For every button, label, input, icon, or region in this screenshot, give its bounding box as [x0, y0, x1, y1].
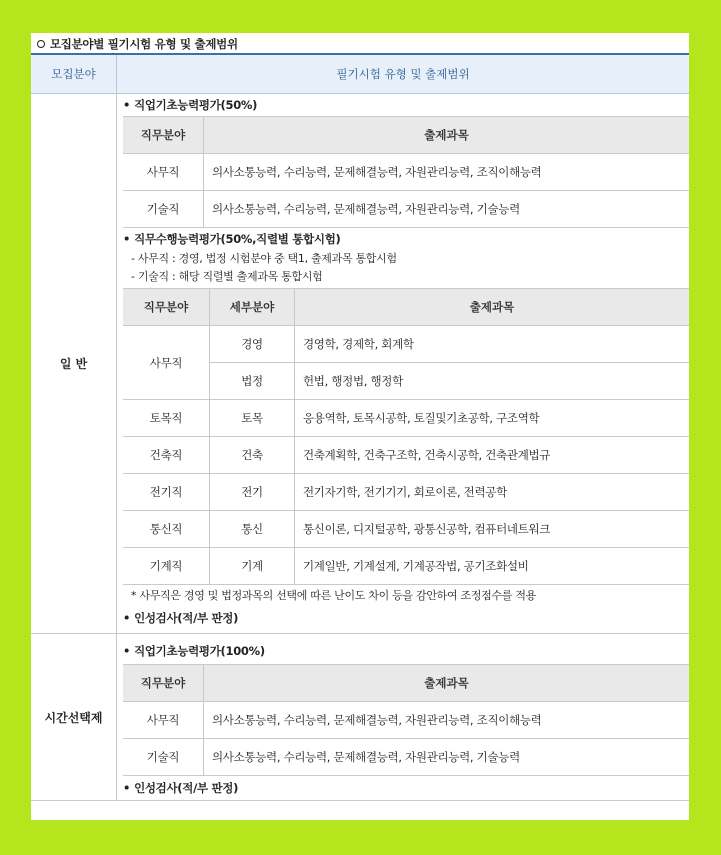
parttime-personality: • 인성검사(적/부 판정)	[123, 776, 689, 800]
table-row: 건축직 건축 건축계획학, 건축구조학, 건축시공학, 건축관계법규	[123, 437, 689, 474]
table-row: 사무직 경영 경영학, 경제학, 회계학	[123, 326, 689, 363]
col-subjects: 출제과목	[204, 117, 690, 154]
general-job-table	[123, 288, 689, 585]
col-detail: 세부분야	[210, 289, 295, 326]
table-row: 법정 헌법, 행정법, 행정학	[123, 363, 689, 400]
section-heading: 모집분야별 필기시험 유형 및 출제범위	[37, 35, 238, 53]
parttime-basic-table	[123, 664, 689, 776]
table-row: 전기직 전기 전기자기학, 전기기기, 회로이론, 전력공학	[123, 474, 689, 511]
general-job-title: • 직무수행능력평가(50%,직렬별 통합시험)	[123, 228, 689, 250]
job-note: - 사무직 : 경영, 법정 시험분야 중 택1, 출제과목 통합시험	[131, 252, 397, 265]
table-row: 사무직 의사소통능력, 수리능력, 문제해결능력, 자원관리능력, 조직이해능력	[123, 154, 689, 191]
job-note: - 기술직 : 해당 직렬별 출제과목 통합시험	[131, 270, 323, 283]
table-row: 사무직 의사소통능력, 수리능력, 문제해결능력, 자원관리능력, 조직이해능력	[123, 702, 689, 739]
general-personality: • 인성검사(적/부 판정)	[123, 607, 689, 633]
general-basic-title: • 직업기초능력평가(50%)	[123, 94, 689, 116]
general-row	[31, 94, 689, 634]
col-field: 직무분야	[123, 289, 210, 326]
footnote: * 사무직은 경영 및 법정과목의 선택에 따른 난이도 차이 등을 감안하여 조정점수를 적용	[131, 589, 536, 602]
table-row: 기술직 의사소통능력, 수리능력, 문제해결능력, 자원관리능력, 기술능력	[123, 191, 689, 228]
col-field: 직무분야	[123, 117, 204, 154]
header-recruit-field: 모집분야	[31, 54, 117, 94]
col-field: 직무분야	[123, 665, 204, 702]
table-row: 토목직 토목 응용역학, 토목시공학, 토질및기초공학, 구조역학	[123, 400, 689, 437]
parttime-row	[31, 634, 689, 801]
exam-scope-table	[31, 53, 689, 801]
col-subjects: 출제과목	[295, 289, 690, 326]
general-basic-table	[123, 116, 689, 228]
circle-bullet-icon	[37, 40, 45, 48]
col-subjects: 출제과목	[204, 665, 690, 702]
table-row: 통신직 통신 통신이론, 디지털공학, 광통신공학, 컴퓨터네트워크	[123, 511, 689, 548]
category-general: 일 반	[31, 94, 117, 634]
parttime-basic-title: • 직업기초능력평가(100%)	[123, 634, 689, 664]
table-row: 기계직 기계 기계일반, 기계설계, 기계공작법, 공기조화설비	[123, 548, 689, 585]
header-exam-scope: 필기시험 유형 및 출제범위	[117, 54, 690, 94]
document-page	[31, 33, 689, 820]
table-row: 기술직 의사소통능력, 수리능력, 문제해결능력, 자원관리능력, 기술능력	[123, 739, 689, 776]
category-parttime: 시간선택제	[31, 634, 117, 801]
